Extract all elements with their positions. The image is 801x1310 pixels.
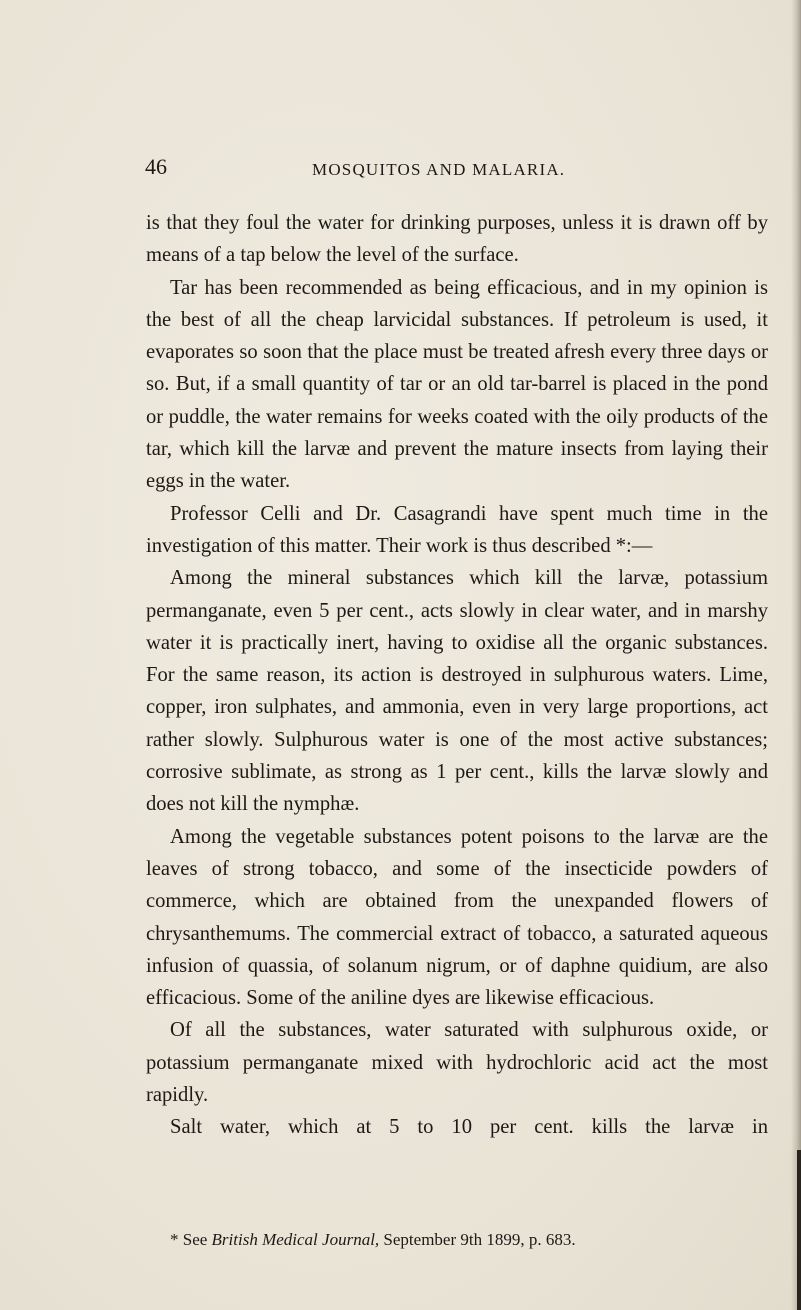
paragraph-tar: Tar has been recommended as being efficacious, and in my opinion is the best of all the cheap larvicidal substances. If petroleum is used, it evaporates so soon that the place must be treated afresh every three days or so. But, if a small quantity of tar or an old tar-barrel is placed in the pond or puddle, the water remains for weeks coated with the oily products of the tar, which kill the larvæ and prevent the mature insects from laying their eggs in the water. [146, 276, 768, 493]
body-text [146, 207, 768, 1144]
paragraph-rapid: Of all the substances, water saturated with sulphurous oxide, or potassium permanganate mixed with hydrochloric acid act the most rapidly. [146, 1019, 768, 1107]
footnote-prefix: See [182, 1230, 208, 1249]
paragraph-celli: Professor Celli and Dr. Casagrandi have spent much time in the investigation of this matter. Their work is thus described *:— [146, 502, 768, 557]
paragraph-continuation: is that they foul the water for drinking purposes, unless it is drawn off by means of a tap below the level of the surface. [146, 212, 768, 267]
paragraph-mineral: Among the mineral substances which kill the larvæ, potassium permanganate, even 5 per cent., acts slowly in clear water, and in marshy water it is practically inert, having to oxidise all the organic substances. For the same reason, its action is destroyed in sulphurous waters. Lime, copper, iron sulphates, and ammonia, even in very large proportions, act rather slowly. Sulphurous water is one of the most active substances; corrosive sublimate, as strong as 1 per cent., kills the larvæ slowly and does not kill the nymphæ. [146, 567, 768, 816]
footnote-marker: * [170, 1230, 179, 1249]
page-number: 46 [145, 154, 167, 179]
footnote-journal: British Medical Journal, [211, 1230, 380, 1249]
footnote-citation: September 9th 1899, p. 683. [383, 1230, 576, 1249]
page-header [145, 152, 595, 182]
footnote [170, 1228, 576, 1252]
page-edge-dark-strip [797, 1150, 801, 1310]
paragraph-vegetable: Among the vegetable substances potent poisons to the larvæ are the leaves of strong tobacco, and some of the insecticide powders of commerce, which are obtained from the unexpanded flowers of chrysanthemums. The commercial extract of tobacco, a saturated aqueous infusion of quassia, of solanum nigrum, or of daphne quidium, are also efficacious. Some of the aniline dyes are likewise efficacious. [146, 825, 768, 1010]
page-edge-shadow [791, 0, 801, 1310]
running-head: MOSQUITOS AND MALARIA. [312, 160, 566, 179]
paragraph-salt-water: Salt water, which at 5 to 10 per cent. kills the larvæ in [170, 1116, 768, 1139]
